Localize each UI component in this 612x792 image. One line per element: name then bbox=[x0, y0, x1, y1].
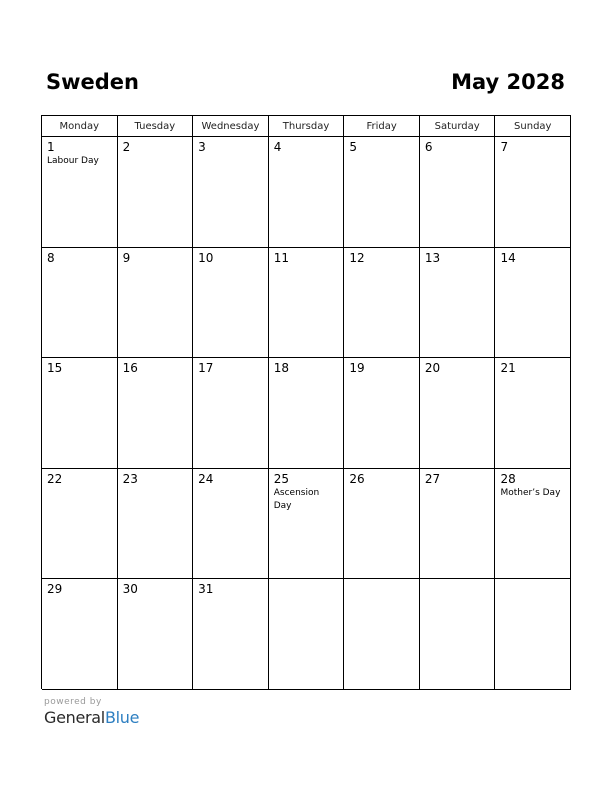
day-cell bbox=[269, 469, 345, 580]
day-cell bbox=[193, 579, 269, 690]
empty-day-cell bbox=[495, 579, 571, 690]
day-number: 28 bbox=[500, 471, 516, 486]
country-title: Sweden bbox=[46, 70, 139, 94]
day-number: 18 bbox=[273, 361, 290, 376]
day-cell bbox=[344, 137, 420, 248]
day-number: 21 bbox=[500, 361, 516, 376]
weekday-header-row bbox=[42, 116, 571, 137]
weekday-header: Saturday bbox=[420, 116, 496, 137]
brand-name-part1: General bbox=[44, 708, 105, 727]
day-cell bbox=[420, 358, 496, 469]
week-row bbox=[42, 579, 571, 690]
day-cell bbox=[193, 469, 269, 580]
day-cell bbox=[42, 469, 118, 580]
holiday-label: Ascension Day bbox=[273, 487, 320, 511]
day-cell bbox=[42, 248, 118, 359]
day-number: 19 bbox=[349, 361, 365, 376]
month-year-title: May 2028 bbox=[451, 70, 565, 94]
day-number: 17 bbox=[198, 361, 214, 376]
day-number: 23 bbox=[122, 471, 138, 486]
weeks-container bbox=[42, 137, 571, 690]
day-number: 5 bbox=[349, 140, 357, 154]
day-number: 10 bbox=[198, 250, 214, 265]
calendar-grid bbox=[41, 115, 571, 689]
day-cell bbox=[193, 137, 269, 248]
day-cell bbox=[118, 248, 194, 359]
weekday-header: Wednesday bbox=[193, 116, 269, 137]
day-number: 6 bbox=[424, 140, 433, 154]
week-row bbox=[42, 358, 571, 469]
weekday-header: Sunday bbox=[495, 116, 571, 137]
day-number: 1 bbox=[47, 140, 55, 154]
day-cell bbox=[118, 579, 194, 690]
day-cell bbox=[269, 358, 345, 469]
day-number: 24 bbox=[198, 471, 214, 486]
day-cell bbox=[118, 137, 194, 248]
day-number: 8 bbox=[47, 250, 55, 265]
day-number: 25 bbox=[273, 471, 290, 486]
day-number: 31 bbox=[198, 582, 214, 597]
powered-by-text: powered by bbox=[44, 697, 102, 707]
day-number: 7 bbox=[500, 140, 509, 154]
empty-day-cell bbox=[420, 579, 496, 690]
weekday-header: Friday bbox=[344, 116, 420, 137]
day-cell bbox=[42, 579, 118, 690]
week-row bbox=[42, 137, 571, 248]
day-cell bbox=[495, 358, 571, 469]
day-cell bbox=[42, 137, 118, 248]
empty-day-cell bbox=[269, 579, 345, 690]
day-number: 2 bbox=[122, 140, 131, 154]
day-number: 11 bbox=[273, 250, 290, 265]
day-cell bbox=[420, 137, 496, 248]
day-cell bbox=[344, 248, 420, 359]
weekday-header: Tuesday bbox=[118, 116, 194, 137]
day-number: 29 bbox=[47, 582, 63, 597]
day-number: 14 bbox=[500, 250, 516, 265]
day-cell bbox=[269, 137, 345, 248]
week-row bbox=[42, 248, 571, 359]
day-number: 22 bbox=[47, 471, 63, 486]
day-cell bbox=[495, 248, 571, 359]
holiday-label: Mother’s Day bbox=[500, 487, 561, 498]
day-number: 9 bbox=[122, 250, 131, 265]
day-cell bbox=[193, 358, 269, 469]
weekday-header: Thursday bbox=[269, 116, 345, 137]
day-number: 16 bbox=[122, 361, 138, 376]
holiday-label: Labour Day bbox=[47, 156, 99, 166]
day-cell bbox=[344, 469, 420, 580]
footer bbox=[44, 697, 139, 727]
week-row bbox=[42, 469, 571, 580]
day-number: 13 bbox=[424, 250, 441, 265]
day-number: 3 bbox=[198, 140, 206, 154]
brand-name-part2: Blue bbox=[104, 708, 140, 727]
day-cell bbox=[344, 358, 420, 469]
empty-day-cell bbox=[344, 579, 420, 690]
day-cell bbox=[193, 248, 269, 359]
day-number: 20 bbox=[424, 361, 441, 376]
day-number: 4 bbox=[273, 140, 282, 154]
day-number: 30 bbox=[122, 582, 138, 597]
day-cell bbox=[269, 248, 345, 359]
day-number: 12 bbox=[349, 250, 365, 265]
day-number: 15 bbox=[47, 361, 63, 376]
day-number: 26 bbox=[349, 471, 365, 486]
day-cell bbox=[495, 469, 571, 580]
day-cell bbox=[42, 358, 118, 469]
day-number: 27 bbox=[424, 471, 441, 486]
day-cell bbox=[118, 358, 194, 469]
brand-logo bbox=[44, 708, 139, 727]
day-cell bbox=[420, 469, 496, 580]
weekday-header: Monday bbox=[42, 116, 118, 137]
day-cell bbox=[118, 469, 194, 580]
day-cell bbox=[420, 248, 496, 359]
day-cell bbox=[495, 137, 571, 248]
